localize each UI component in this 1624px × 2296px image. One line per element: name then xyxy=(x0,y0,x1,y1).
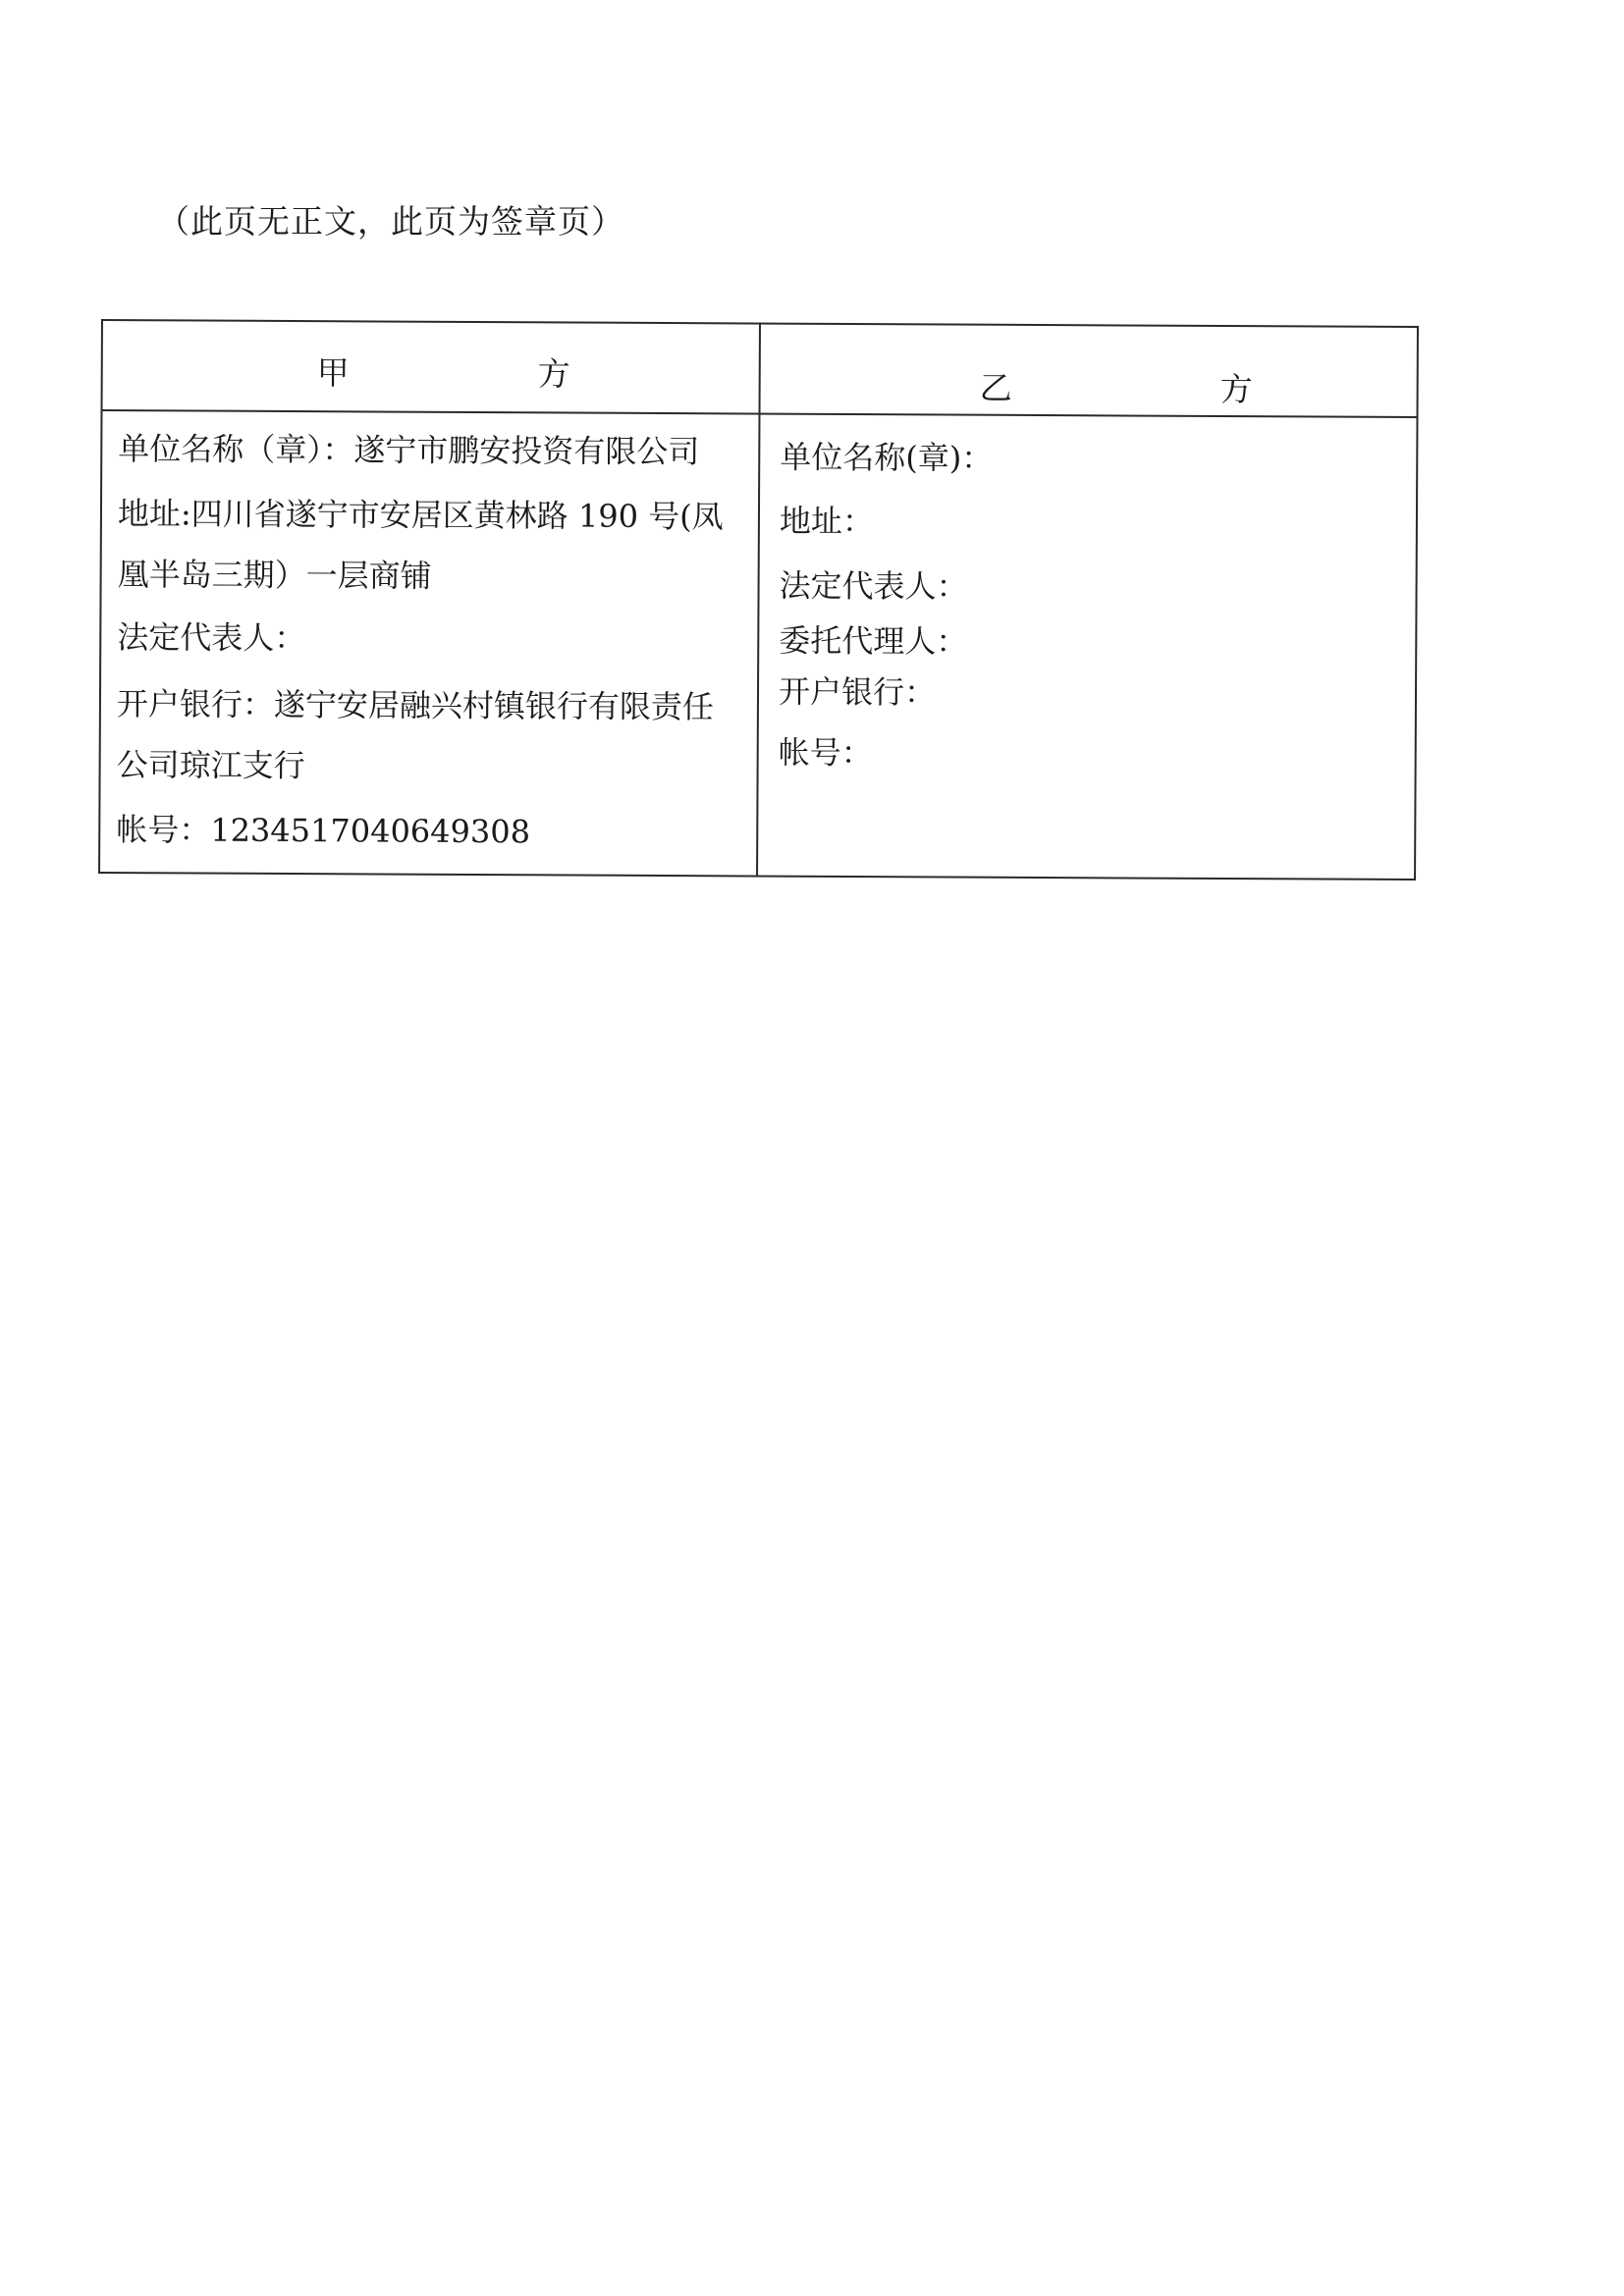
party-a-address-line-1: 地址:四川省遂宁市安居区黄林路 190 号(凤 xyxy=(117,495,724,536)
party-b-address: 地址： xyxy=(779,502,875,541)
party-a-header-char-1: 甲 xyxy=(316,353,350,393)
party-b-bank: 开户银行： xyxy=(778,672,937,712)
party-a-legal-representative: 法定代表人： xyxy=(117,618,306,658)
party-a-address-line-2: 凰半岛三期）一层商铺 xyxy=(117,556,432,595)
party-a-company-name: 单位名称（章）：遂宁市鹏安投资有限公司 xyxy=(118,430,700,471)
party-b-account-number: 帐号： xyxy=(778,733,873,773)
party-a-bank-line-1: 开户银行：遂宁安居融兴村镇银行有限责任 xyxy=(116,685,715,726)
party-b-header-char-1: 乙 xyxy=(979,368,1012,407)
party-a-bank-line-2: 公司琼江支行 xyxy=(116,746,305,785)
party-b-company-name: 单位名称(章)： xyxy=(780,438,994,477)
party-b-legal-representative: 法定代表人： xyxy=(779,566,968,606)
party-a-account-number: 帐号：1234517040649308 xyxy=(116,811,531,851)
party-a-header-char-2: 方 xyxy=(537,354,570,394)
signature-table xyxy=(98,319,1419,881)
party-b-authorized-agent: 委托代理人： xyxy=(779,621,968,661)
party-b-header-char-2: 方 xyxy=(1219,369,1253,409)
signature-page-note: （此页无正文，此页为签章页） xyxy=(157,202,624,240)
